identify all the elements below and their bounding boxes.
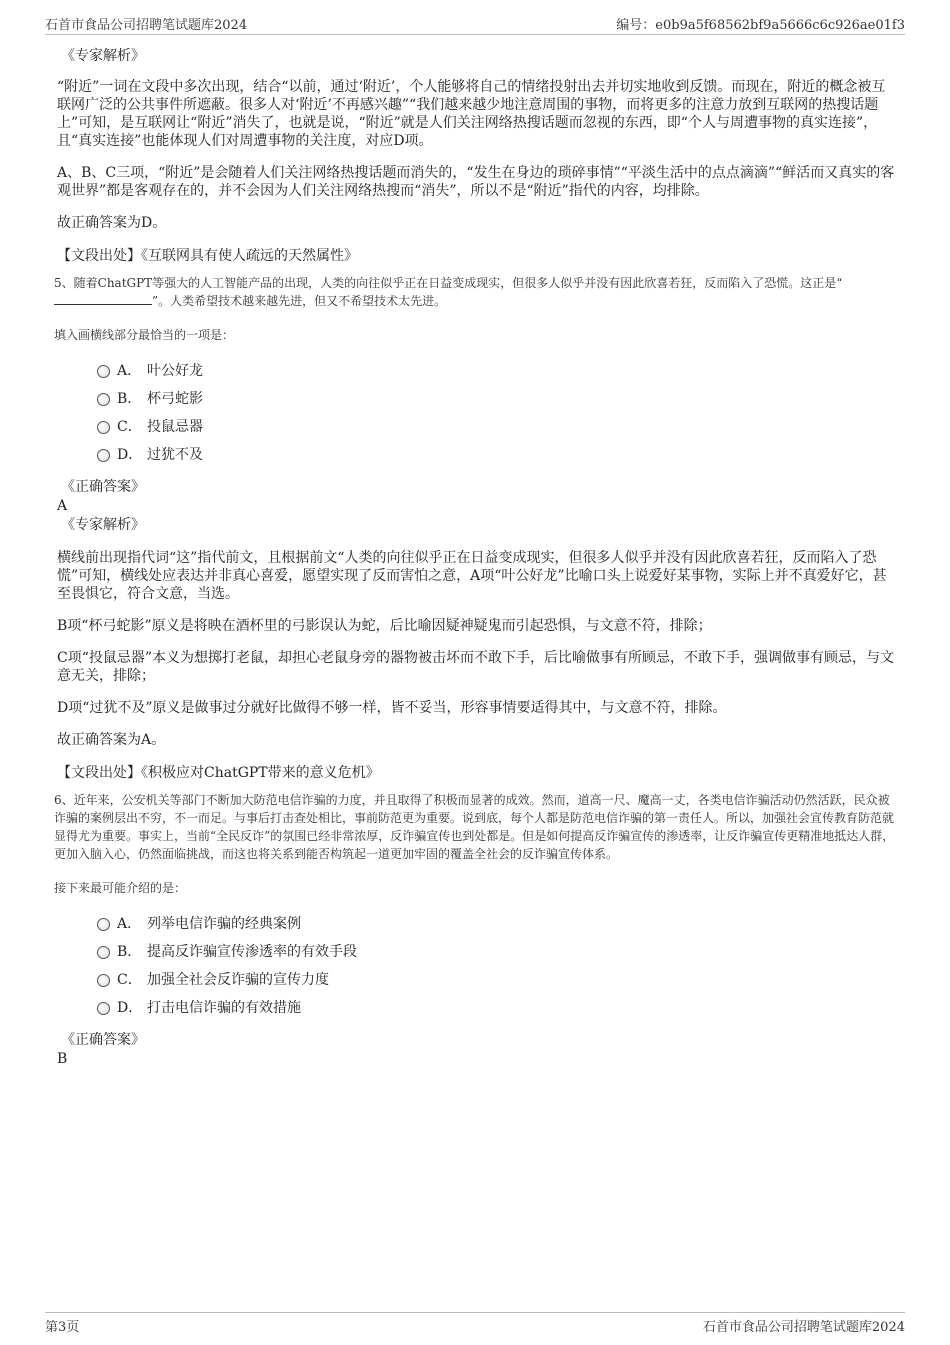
q6-answer-label: 《正确答案》 [61,1032,145,1048]
option-letter: B． [117,944,142,960]
q5-analysis-label: 《专家解析》 [61,517,145,533]
option-letter: D． [117,447,143,463]
footer-title: 石首市食品公司招聘笔试题库2024 [702,1320,905,1335]
radio-button-icon[interactable] [97,946,110,959]
q5-option-c[interactable] [97,413,897,441]
q5-text-after: ”。人类希望技术越来越先进，但又不希望技术太先进。 [152,294,447,308]
option-letter: A． [117,363,142,379]
option-text: 过犹不及 [147,447,203,463]
q5-option-a[interactable] [97,357,897,385]
option-text: 提高反诈骗宣传渗透率的有效手段 [147,944,357,960]
q5-option-d[interactable] [97,441,897,469]
q5-conclusion: 故正确答案为A。 [57,732,166,748]
page-footer [45,1312,905,1333]
q6-option-b[interactable] [97,938,897,966]
option-text: 列举电信诈骗的经典案例 [147,916,301,932]
q6-option-a[interactable] [97,910,897,938]
q6-prompt: 接下来最可能介绍的是： [54,881,187,895]
header-doc-id: 编号：e0b9a5f68562bf9a5666c6c926ae01f3 [616,18,905,33]
option-letter: C． [117,419,142,435]
radio-button-icon[interactable] [97,393,110,406]
q4-conclusion: 故正确答案为D。 [57,215,167,231]
radio-button-icon[interactable] [97,918,110,931]
option-text: 投鼠忌器 [147,419,203,435]
page-header [45,14,905,35]
radio-button-icon[interactable] [97,449,110,462]
q6-question: 6、近年来，公安机关等部门不断加大防范电信诈骗的力度，并且取得了积极而显著的成效。然而，道高一尺、魔高一丈，各类电信诈骗活动仍然活跃，民众被诈骗的案例层出不穷，不一而足。与事后打击查处相比，事前防范更为重要。说到底，每个人都是防范电信诈骗的第一责任人。所以，加强社会宣传教育防范就显得尤为重要。事实上，当前“全民反诈”的氛围已经非常浓厚，反诈骗宣传也到处都是。但是如何提高反诈骗宣传的渗透率，让反诈骗宣传更精准地抵达人群，更加入脑入心，仍然面临挑战，而这也将关系到能否构筑起一道更加牢固的覆盖全社会的反诈骗宣传体系。 [54,793,895,861]
option-text: 加强全社会反诈骗的宣传力度 [147,972,329,988]
q5-analysis-p3: C项“投鼠忌器”本义为想掷打老鼠，却担心老鼠身旁的器物被击坏而不敢下手，后比喻做事有所顾忌，不敢下手，强调做事有顾忌，与文意无关，排除； [57,650,895,684]
q5-source: 【文段出处】《积极应对ChatGPT带来的意义危机》 [57,765,380,781]
header-title: 石首市食品公司招聘笔试题库2024 [45,18,248,33]
q6-option-c[interactable] [97,966,897,994]
option-text: 叶公好龙 [147,363,203,379]
q6-option-d[interactable] [97,994,897,1022]
q5-blank [54,292,152,305]
q5-prompt: 填入画横线部分最恰当的一项是： [54,328,235,342]
q5-analysis-p1: 横线前出现指代词“这”指代前文，且根据前文“人类的向往似乎正在日益变成现实，但很多人似乎并没有因此欣喜若狂，反而陷入了恐慌”可知，横线处应表达并非真心喜爱，愿望实现了反而害怕之意，A项“叶公好龙”比喻口头上说爱好某事物，实际上并不真爱好它，甚至畏惧它，符合文意，当选。 [57,550,887,602]
page-number: 第3页 [45,1320,80,1335]
q5-option-b[interactable] [97,385,897,413]
q4-source: 【文段出处】《互联网具有使人疏远的天然属性》 [57,248,358,264]
option-letter: C． [117,972,142,988]
option-text: 打击电信诈骗的有效措施 [147,1000,301,1016]
q5-answer-label: 《正确答案》 [61,479,145,495]
q4-analysis-label: 《专家解析》 [61,48,145,64]
q4-analysis-p2: A、B、C三项，“附近”是会随着人们关注网络热搜话题而消失的，“发生在身边的琐碎事情”“平淡生活中的点点滴滴”“鲜活而又真实的客观世界”都是客观存在的，并不会因为人们关注网络热搜而“消失”，所以不是“附近”指代的内容，均排除。 [57,165,895,199]
q6-answer: B [57,1051,68,1067]
option-letter: B． [117,391,142,407]
q5-options [97,357,897,469]
option-text: 杯弓蛇影 [147,391,203,407]
q5-text-before: 5、随着ChatGPT等强大的人工智能产品的出现，人类的向往似乎正在日益变成现实，但很多人似乎并没有因此欣喜若狂，反而陷入了恐慌。这正是“ [54,276,843,290]
radio-button-icon[interactable] [97,1002,110,1015]
page-content [54,46,897,1068]
q5-analysis-p4: D项“过犹不及”原义是做事过分就好比做得不够一样，皆不妥当，形容事情要适得其中，与文意不符，排除。 [57,700,727,716]
option-letter: A． [117,916,142,932]
q4-analysis-p1: “附近”一词在文段中多次出现，结合“以前，通过‘附近’，个人能够将自己的情绪投射出去并切实地收到反馈。而现在，附近的概念被互联网广泛的公共事件所遮蔽。很多人对‘附近’不再感兴趣”“我们越来越少地注意周围的事物，而将更多的注意力放到互联网的热搜话题上”可知，是互联网让“附近”消失了，也就是说，“附近”就是人们关注网络热搜话题而忽视的东西，即“个人与周遭事物的真实连接”，且“真实连接”也能体现人们对周遭事物的关注度，对应D项。 [57,79,886,149]
q5-answer: A [57,498,68,514]
option-letter: D． [117,1000,143,1016]
q5-analysis-p2: B项“杯弓蛇影”原义是将映在酒杯里的弓影误认为蛇，后比喻因疑神疑鬼而引起恐惧，与文意不符，排除； [57,618,712,634]
q5-question [54,274,897,310]
radio-button-icon[interactable] [97,974,110,987]
radio-button-icon[interactable] [97,365,110,378]
q6-options [97,910,897,1022]
radio-button-icon[interactable] [97,421,110,434]
